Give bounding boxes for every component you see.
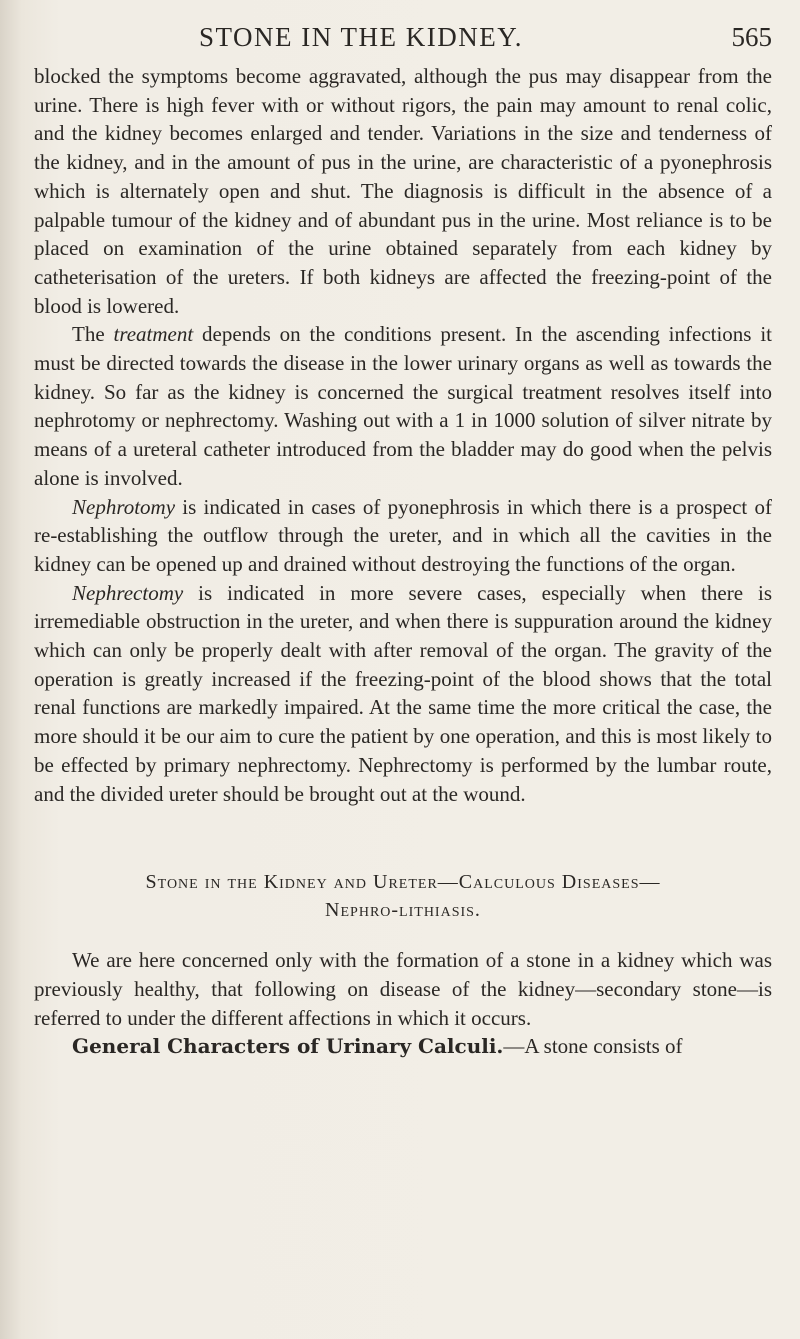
treatment-lead-text: The <box>72 322 114 347</box>
section-heading-line-1: Stone in the Kidney and Ureter—Calculous Diseases— <box>145 871 661 894</box>
calculi-body: —A stone consists of <box>503 1034 683 1059</box>
paragraph-treatment <box>34 320 772 492</box>
treatment-body: depends on the conditions present. In the ascending infections it must be directed towards the disease in the lower urinary organs as well as towards the kidney. So far as the kidney is concerned the surgical treatment resolves itself into nephrotomy or nephrectomy. Washing out with a 1 in 1000 solution of silver nitrate by means of a ureteral catheter introduced from the bladder may do good when the pelvis alone is involved. <box>34 322 772 490</box>
page-content <box>34 0 772 1061</box>
nephrectomy-body: is indicated in more severe cases, especially when there is irremediable obstruction in the ureter, and when there is suppuration around the kidney which can only be properly dealt with after removal of the organ. The gravity of the operation is greatly increased if the freezing-point of the blood shows that the total renal functions are markedly impaired. At the same time the more critical the case, the more should it be our aim to cure the patient by one operation, and this is most likely to be effected by primary nephrectomy. Nephrectomy is performed by the lumbar route, and the divided ureter should be brought out at the wound. <box>34 580 772 806</box>
treatment-term: treatment <box>113 322 194 347</box>
running-title: STONE IN THE KIDNEY. <box>199 22 523 52</box>
paragraph-nephrectomy <box>34 579 772 809</box>
paragraph-nephrotomy <box>34 493 772 579</box>
section-heading <box>34 868 772 924</box>
paragraph-pyonephrosis-symptoms: blocked the symptoms become aggravated, although the pus may disappear from the urine. There is high fever with or without rigors, the pain may amount to renal colic, and the kidney becomes enlarged and tender. Variations in the size and tenderness of the kidney, and in the amount of pus in the urine, are characteristic of a pyonephrosis which is alternately open and shut. The diagnosis is difficult in the absence of a palpable tumour of the kidney and of abundant pus in the urine. Most reliance is to be placed on examination of the urine obtained separately from each kidney by catheterisation of the ureters. If both kidneys are affected the freezing-point of the blood is lowered. <box>34 64 772 318</box>
paragraph-stone-intro: We are here concerned only with the formation of a stone in a kidney which was previously healthy, that following on disease of the kidney—secondary stone—is referred to under the different affections in which it occurs. <box>34 948 772 1030</box>
nephrotomy-body: is indicated in cases of pyonephrosis in which there is a prospect of re-establishing the outflow through the ureter, and in which all the cavities in the kidney can be opened up and drained without destroying the functions of the organ. <box>34 494 772 576</box>
nephrectomy-term: Nephrectomy <box>72 580 184 605</box>
nephrotomy-term: Nephrotomy <box>72 494 176 519</box>
running-head <box>34 0 772 62</box>
calculi-run-in-heading: General Characters of Urinary Calculi. <box>72 1034 504 1059</box>
page-number: 565 <box>731 22 772 52</box>
paragraph-calculi-characters <box>34 1032 772 1061</box>
section-heading-line-2: Nephro-lithiasis. <box>325 899 481 922</box>
